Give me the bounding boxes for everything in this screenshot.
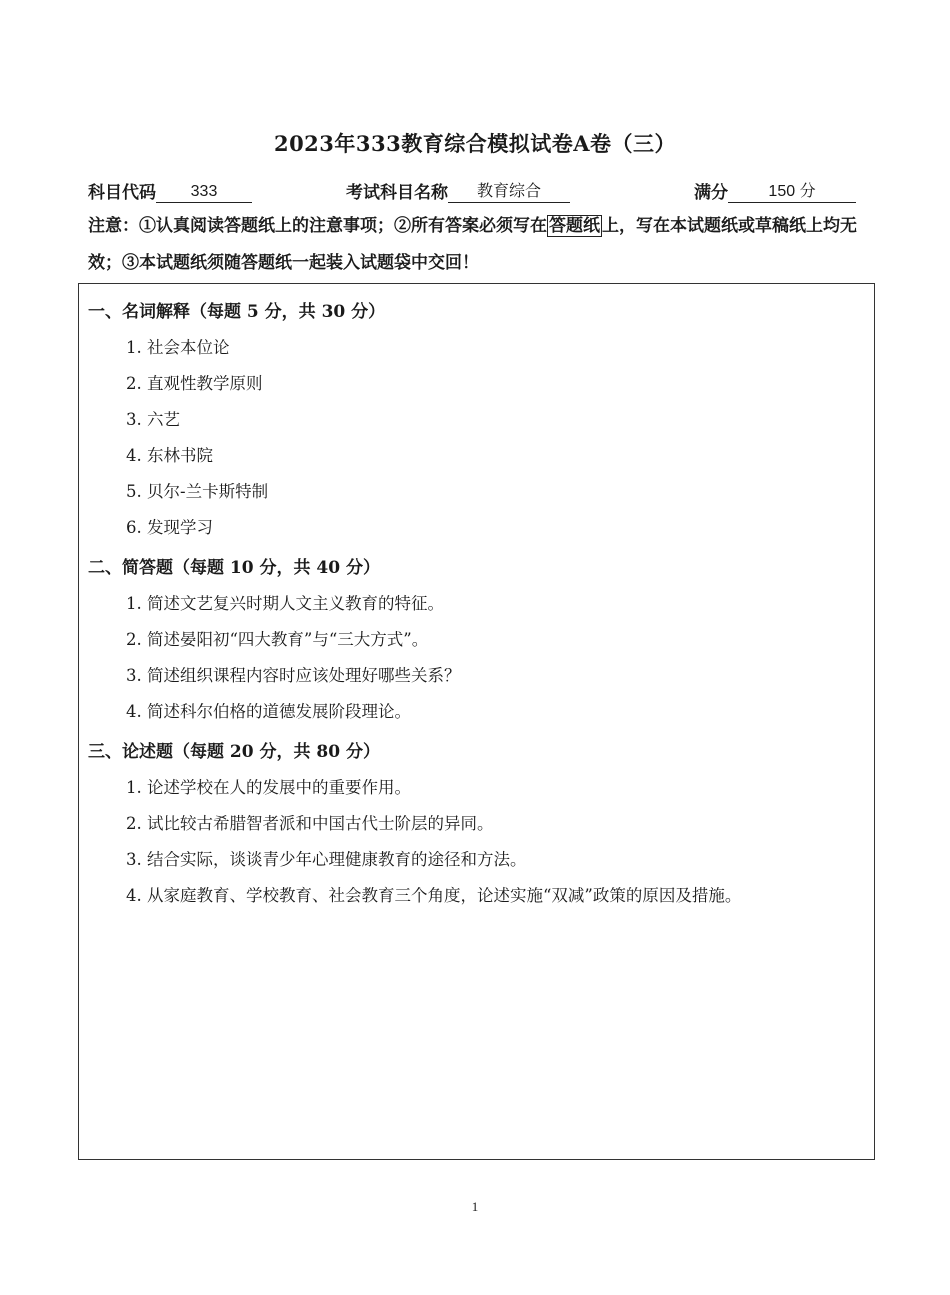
question-item: 3. 简述组织课程内容时应该处理好哪些关系？ — [126, 666, 461, 685]
notice-text-1: 注意：①认真阅读答题纸上的注意事项；②所有答案必须写在 — [88, 216, 547, 236]
exam-title: 2023年333教育综合模拟试卷A卷（三） — [273, 131, 677, 156]
full-score-value: 150 分 — [728, 182, 856, 203]
notice-boxed-answer-sheet: 答题纸 — [549, 216, 600, 236]
exam-notice — [88, 208, 878, 282]
notice-text-2: 上，写在本试题纸或草稿纸上均无效；③本试题纸须随答题纸一起装入试题袋中交回！ — [88, 216, 857, 273]
full-score — [694, 178, 856, 203]
question-item: 3. 结合实际，谈谈青少年心理健康教育的途径和方法。 — [126, 850, 527, 869]
section-heading-1: 一、名词解释（每题 5 分，共 30 分） — [88, 302, 386, 322]
question-item: 3. 六艺 — [126, 410, 180, 429]
question-item: 1. 论述学校在人的发展中的重要作用。 — [126, 778, 411, 797]
question-item: 6. 发现学习 — [126, 518, 213, 537]
subject-name — [346, 178, 570, 203]
question-item: 1. 社会本位论 — [126, 338, 230, 357]
subject-code-label: 科目代码 — [88, 183, 156, 203]
question-item: 1. 简述文艺复兴时期人文主义教育的特征。 — [126, 594, 444, 613]
question-item: 4. 从家庭教育、学校教育、社会教育三个角度，论述实施“双减”政策的原因及措施。 — [126, 886, 742, 905]
section-heading-3: 三、论述题（每题 20 分，共 80 分） — [88, 742, 380, 762]
exam-info-row — [88, 178, 878, 204]
question-item: 2. 试比较古希腊智者派和中国古代士阶层的异同。 — [126, 814, 494, 833]
page-number: 1 — [471, 1199, 479, 1214]
question-item: 2. 直观性教学原则 — [126, 374, 263, 393]
question-item: 2. 简述晏阳初“四大教育”与“三大方式”。 — [126, 630, 429, 649]
subject-name-value: 教育综合 — [448, 182, 570, 203]
subject-name-label: 考试科目名称 — [346, 183, 448, 203]
question-item: 4. 东林书院 — [126, 446, 213, 465]
subject-code — [88, 178, 252, 203]
question-item: 4. 简述科尔伯格的道德发展阶段理论。 — [126, 702, 411, 721]
section-heading-2: 二、简答题（每题 10 分，共 40 分） — [88, 558, 380, 578]
full-score-label: 满分 — [694, 183, 728, 203]
question-item: 5. 贝尔-兰卡斯特制 — [126, 482, 269, 501]
subject-code-value: 333 — [156, 182, 252, 203]
